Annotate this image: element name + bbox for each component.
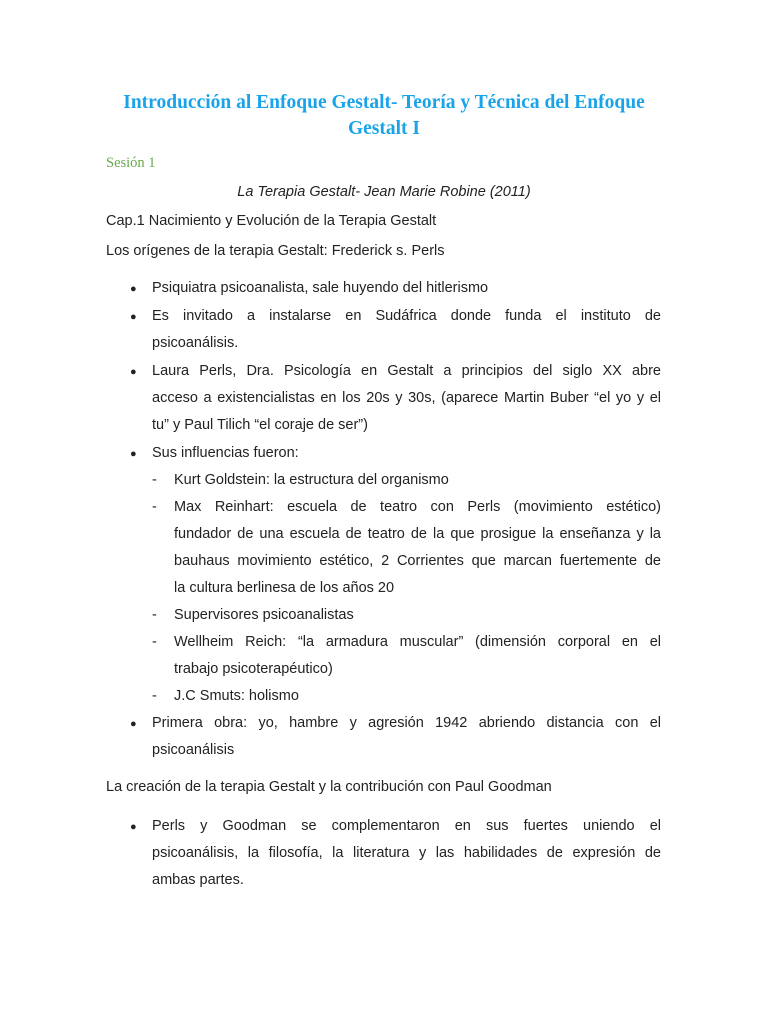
bullet-marker: ● bbox=[130, 311, 137, 323]
list-item: Laura Perls, Dra. Psicología en Gestalt a principios del siglo XX abre acceso a existencialistas en los 20s y 30s, (aparece Martin Buber “el yo y el tu” y Paul Tilich “el coraje de ser”) bbox=[152, 363, 661, 433]
session-label: Sesión 1 bbox=[106, 155, 156, 171]
sub-list-item: Supervisores psicoanalistas bbox=[174, 607, 354, 623]
dash-marker: - bbox=[152, 688, 157, 704]
dash-marker: - bbox=[152, 472, 157, 488]
bullet-marker: ● bbox=[130, 718, 137, 730]
dash-marker: - bbox=[152, 499, 157, 515]
dash-marker: - bbox=[152, 634, 157, 650]
chapter-heading: Cap.1 Nacimiento y Evolución de la Terapia Gestalt bbox=[106, 213, 437, 229]
list-item: Primera obra: yo, hambre y agresión 1942 abriendo distancia con el psicoanálisis bbox=[152, 715, 661, 758]
section-heading-origins: Los orígenes de la terapia Gestalt: Frederick s. Perls bbox=[106, 243, 445, 259]
bullet-marker: ● bbox=[130, 448, 137, 460]
sub-list-item: J.C Smuts: holismo bbox=[174, 688, 299, 704]
list-item: Es invitado a instalarse en Sudáfrica donde funda el instituto de psicoanálisis. bbox=[152, 308, 661, 351]
list-item: Perls y Goodman se complementaron en sus fuertes uniendo el psicoanálisis, la filosofía, la literatura y las habilidades de expresión de ambas partes. bbox=[152, 818, 661, 888]
list-item: Sus influencias fueron: bbox=[152, 445, 299, 461]
title-line-1: Introducción al Enfoque Gestalt- Teoría y Técnica del Enfoque bbox=[123, 92, 645, 113]
dash-marker: - bbox=[152, 607, 157, 623]
bullet-marker: ● bbox=[130, 366, 137, 378]
title-line-2: Gestalt I bbox=[347, 118, 421, 139]
sub-list-item: Max Reinhart: escuela de teatro con Perls (movimiento estético) fundador de una escuela de teatro de la que prosigue la enseñanza y la bauhaus movimiento estético, 2 Corrientes que marcan fuertemente de la cultura berlinesa de los años 20 bbox=[174, 499, 661, 596]
document-title bbox=[100, 90, 668, 142]
bullet-marker: ● bbox=[130, 821, 137, 833]
bullet-marker: ● bbox=[130, 283, 137, 295]
sub-list-item: Kurt Goldstein: la estructura del organismo bbox=[174, 472, 449, 488]
list-item: Psiquiatra psicoanalista, sale huyendo del hitlerismo bbox=[152, 280, 489, 296]
document-subtitle: La Terapia Gestalt- Jean Marie Robine (2011) bbox=[237, 184, 531, 200]
sub-list-item: Wellheim Reich: “la armadura muscular” (dimensión corporal en el trabajo psicoterapéutico) bbox=[174, 634, 661, 677]
section-heading-creation: La creación de la terapia Gestalt y la contribución con Paul Goodman bbox=[106, 779, 552, 795]
